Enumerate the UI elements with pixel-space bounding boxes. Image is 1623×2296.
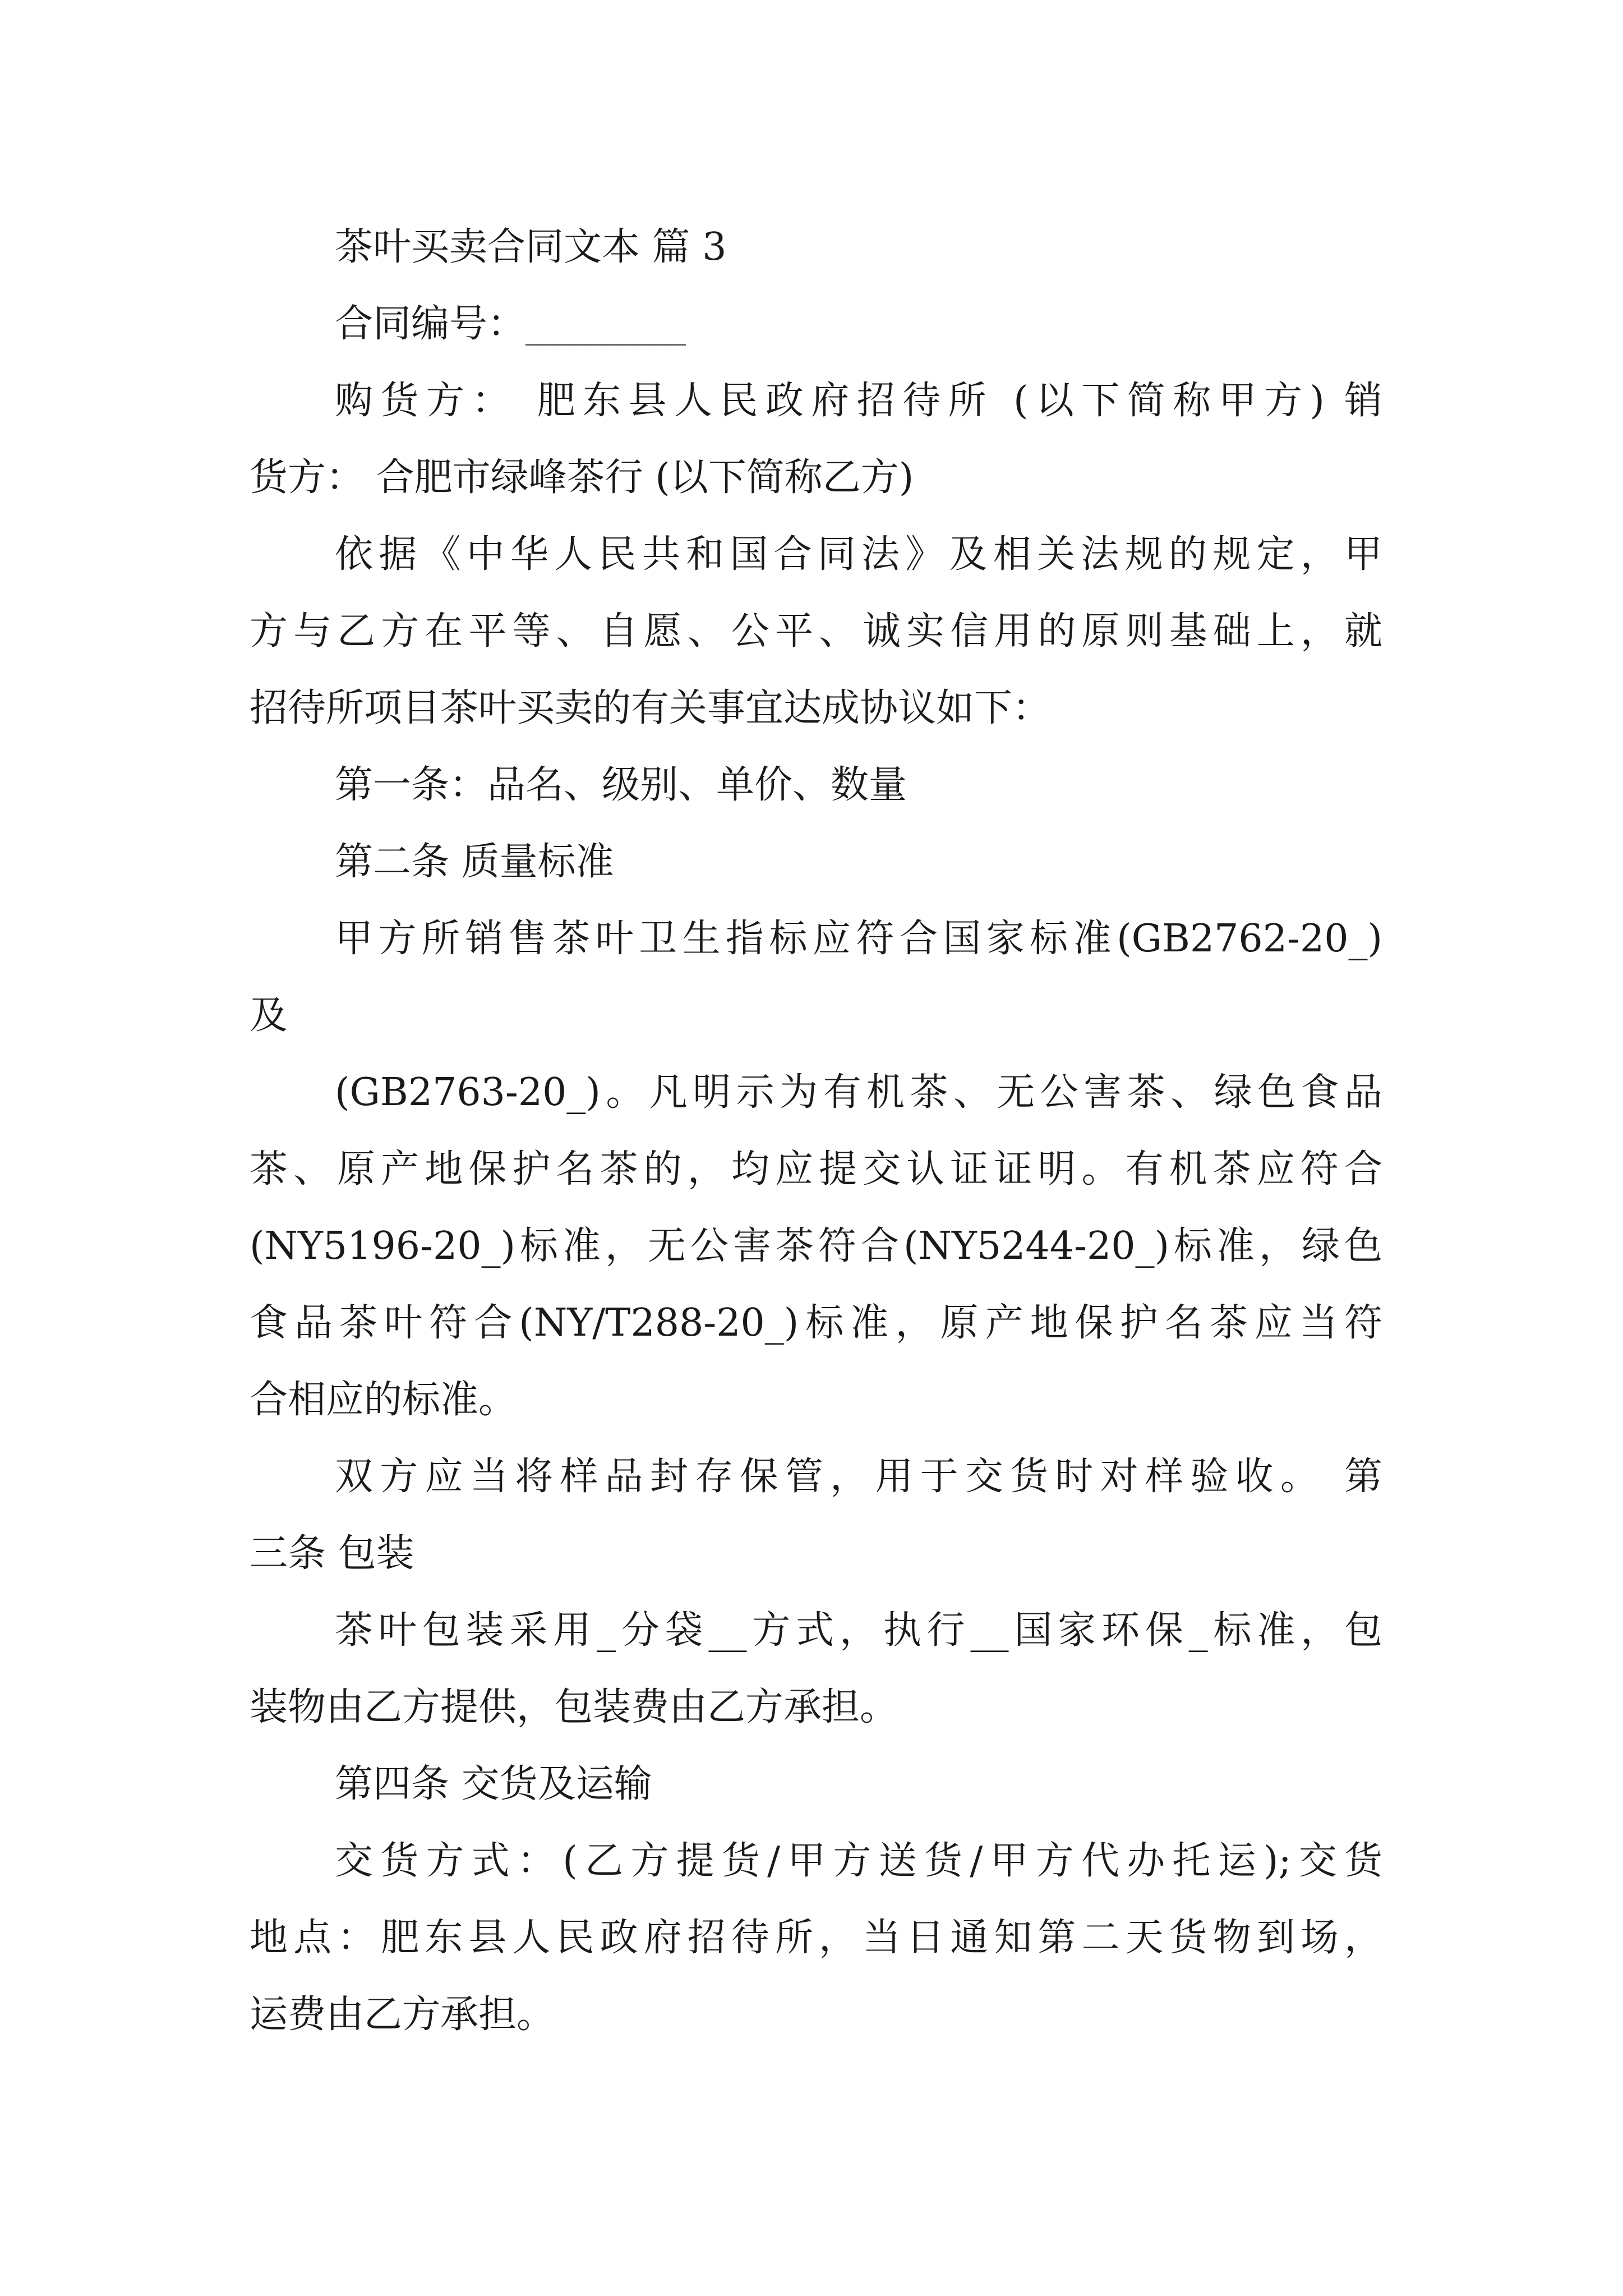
quality-line-6: 食品茶叶符合(NY/T288-20_)标准，原产地保护名茶应当符 [250,1301,1382,1345]
contract-number-label: 合同编号： [335,302,526,346]
preamble-line-3: 招待所项目茶叶买卖的有关事宜达成协议如下： [250,686,1051,730]
contract-title: 茶叶买卖合同文本 篇 3 [335,225,727,269]
quality-line-3: (GB2763-20_)。凡明示为有机茶、无公害茶、绿色食品 [335,1070,1382,1115]
delivery-line-2: 地点：肥东县人民政府招待所，当日通知第二天货物到场， [250,1916,1382,1960]
article-2-heading: 第二条 质量标准 [335,840,614,884]
contract-number-value: __________ [525,302,683,346]
contract-body [250,209,1382,2053]
quality-line-5: (NY5196-20_)标准，无公害茶符合(NY5244-20_)标准，绿色 [250,1224,1382,1268]
delivery-line-1: 交货方式：(乙方提货/甲方送货/甲方代办托运);交货 [335,1839,1382,1883]
quality-line-7: 合相应的标准。 [250,1378,517,1422]
quality-line-4: 茶、原产地保护名茶的，均应提交认证证明。有机茶应符合 [250,1147,1382,1191]
article-4-heading: 第四条 交货及运输 [335,1762,652,1806]
packaging-line-2: 装物由乙方提供，包装费由乙方承担。 [250,1685,898,1729]
article-3-heading: 三条 包装 [250,1531,414,1576]
quality-line-2: 及 [250,993,288,1038]
packaging-line-1: 茶叶包装采用_分袋__方式，执行__国家环保_标准，包 [335,1608,1382,1653]
contract-number-line [250,286,1382,362]
buyer-line: 购货方： 肥东县人民政府招待所 (以下简称甲方) 销 [335,379,1382,423]
quality-line-1: 甲方所销售茶叶卫生指标应符合国家标准(GB2762-20_) [335,917,1382,961]
seller-line: 货方： 合肥市绿峰茶行 (以下简称乙方) [250,455,914,500]
delivery-line-3: 运费由乙方承担。 [250,1993,555,2037]
preamble-line-2: 方与乙方在平等、自愿、公平、诚实信用的原则基础上，就 [250,609,1382,654]
preamble-line-1: 依据《中华人民共和国合同法》及相关法规的规定，甲 [335,532,1382,577]
sample-line: 双方应当将样品封存保管，用于交货时对样验收。 第 [335,1455,1382,1499]
article-1-heading: 第一条：品名、级别、单价、数量 [335,763,907,807]
